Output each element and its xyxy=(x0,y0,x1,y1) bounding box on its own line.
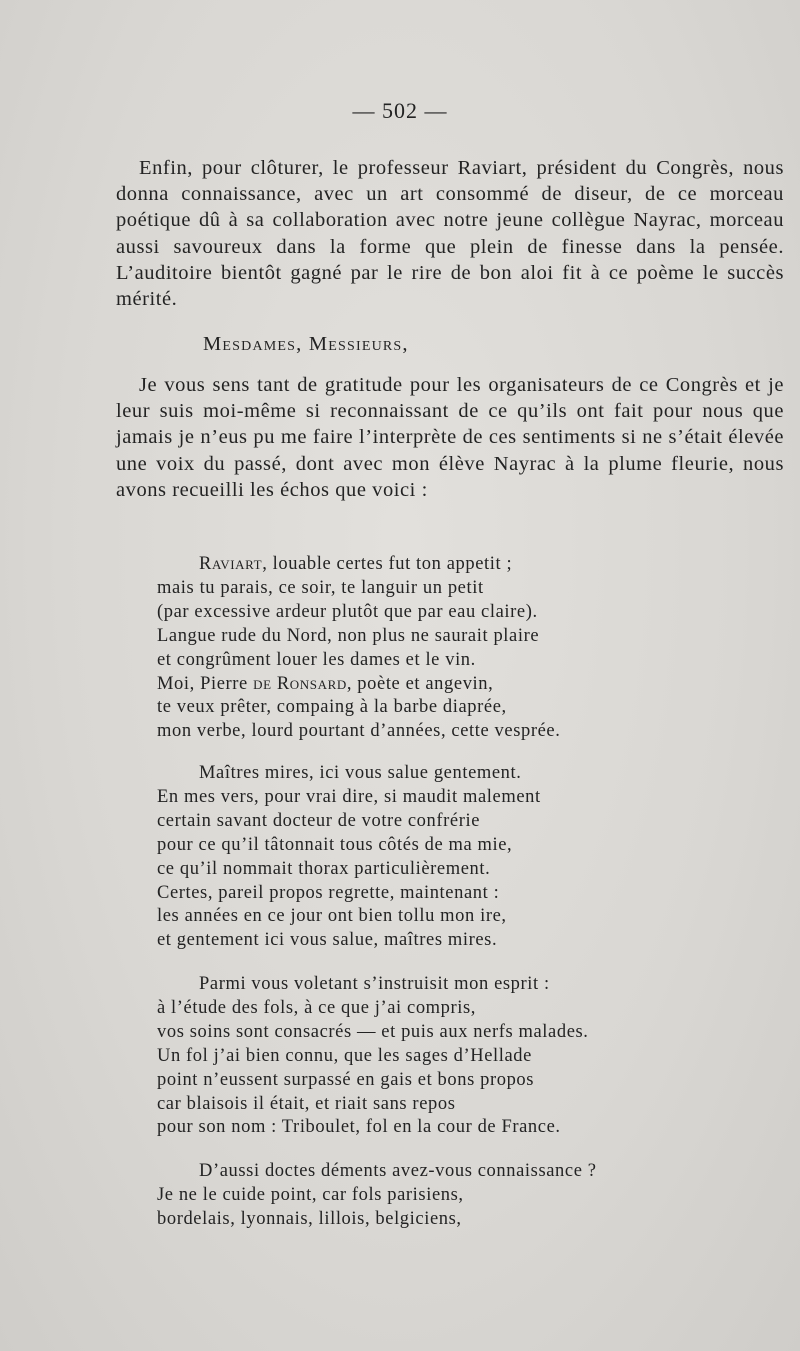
poem-line: Maîtres mires, ici vous salue gentement. xyxy=(199,763,522,783)
poem-line: mon verbe, lourd pourtant d’années, cette vesprée. xyxy=(157,721,561,742)
poem-line: bordelais, lyonnais, lillois, belgiciens, xyxy=(157,1208,462,1229)
poem-line: pour ce qu’il tâtonnait tous côtés de ma mie, xyxy=(157,834,513,855)
poem-stanza-1 xyxy=(157,553,717,744)
poem-line: Je ne le cuide point, car fols parisiens, xyxy=(157,1184,464,1205)
poem-line: Langue rude du Nord, non plus ne saurait plaire xyxy=(157,625,540,646)
name-ronsard: Ronsard xyxy=(276,673,347,694)
poem-line: et congrûment louer les dames et le vin. xyxy=(157,649,476,670)
poem-line: Moi, Pierre de Ronsard, poète et angevin, xyxy=(157,673,494,694)
poem-line: (par excessive ardeur plutôt que par eau claire). xyxy=(157,601,538,622)
poem-stanza-2 xyxy=(157,762,717,953)
poem-line: ce qu’il nommait thorax particulièrement. xyxy=(157,858,491,879)
poem-line: car blaisois il était, et riait sans repos xyxy=(157,1093,456,1114)
paragraph-text: Enfin, pour clôturer, le professeur Raviart, président du Congrès, nous donna connaissance, avec un art consommé de diseur, de ce morceau poétique dû à sa collaboration avec notre jeune collègue Nayrac, morceau aussi savoureux dans la forme que plein de finesse dans la pensée. L’auditoire bientôt gagné par le rire de bon aloi fit à ce poème le succès mérité. xyxy=(116,157,784,311)
poem-line: point n’eussent surpassé en gais et bons propos xyxy=(157,1069,535,1090)
poem-line: En mes vers, pour vrai dire, si maudit malement xyxy=(157,786,541,807)
paragraph-text: Je vous sens tant de gratitude pour les organisateurs de ce Congrès et je leur suis moi-même si reconnaissant de ce qu’ils ont fait pour nous que jamais je n’eus pu me faire l’interprète de ces sentiments si ne s’était élevée une voix du passé, dont avec mon élève Nayrac à la plume fleurie, nous avons recueilli les échos que voici : xyxy=(116,374,784,501)
poem-line: te veux prêter, compaing à la barbe diaprée, xyxy=(157,697,507,718)
poem-line: Parmi vous voletant s’instruisit mon esprit : xyxy=(199,974,550,994)
poem-line: et gentement ici vous salue, maîtres mires. xyxy=(157,930,498,951)
intro-paragraph xyxy=(116,155,784,312)
salutation: Mesdames, Messieurs, xyxy=(203,333,409,355)
poem-line: certain savant docteur de votre confrérie xyxy=(157,810,481,831)
poem-line: Raviart, louable certes fut ton appetit ; xyxy=(199,554,513,574)
poem-stanza-3 xyxy=(157,973,717,1140)
poem-stanza-4 xyxy=(157,1160,717,1232)
page-number: — 502 — xyxy=(352,98,448,123)
poem-line: à l’étude des fols, à ce que j’ai compris, xyxy=(157,997,477,1018)
poem-line: les années en ce jour ont bien tollu mon ire, xyxy=(157,906,507,927)
poem-line: mais tu parais, ce soir, te languir un petit xyxy=(157,577,484,598)
poem-line: vos soins sont consacrés — et puis aux nerfs malades. xyxy=(157,1021,589,1042)
speech-paragraph xyxy=(116,372,784,503)
poem-line: D’aussi doctes déments avez-vous connaissance ? xyxy=(199,1161,597,1181)
name-raviart: Raviart, xyxy=(199,554,268,574)
poem-line: Un fol j’ai bien connu, que les sages d’Hellade xyxy=(157,1045,532,1066)
poem-line: pour son nom : Triboulet, fol en la cour de France. xyxy=(157,1117,561,1138)
poem-line: Certes, pareil propos regrette, maintenant : xyxy=(157,882,500,903)
